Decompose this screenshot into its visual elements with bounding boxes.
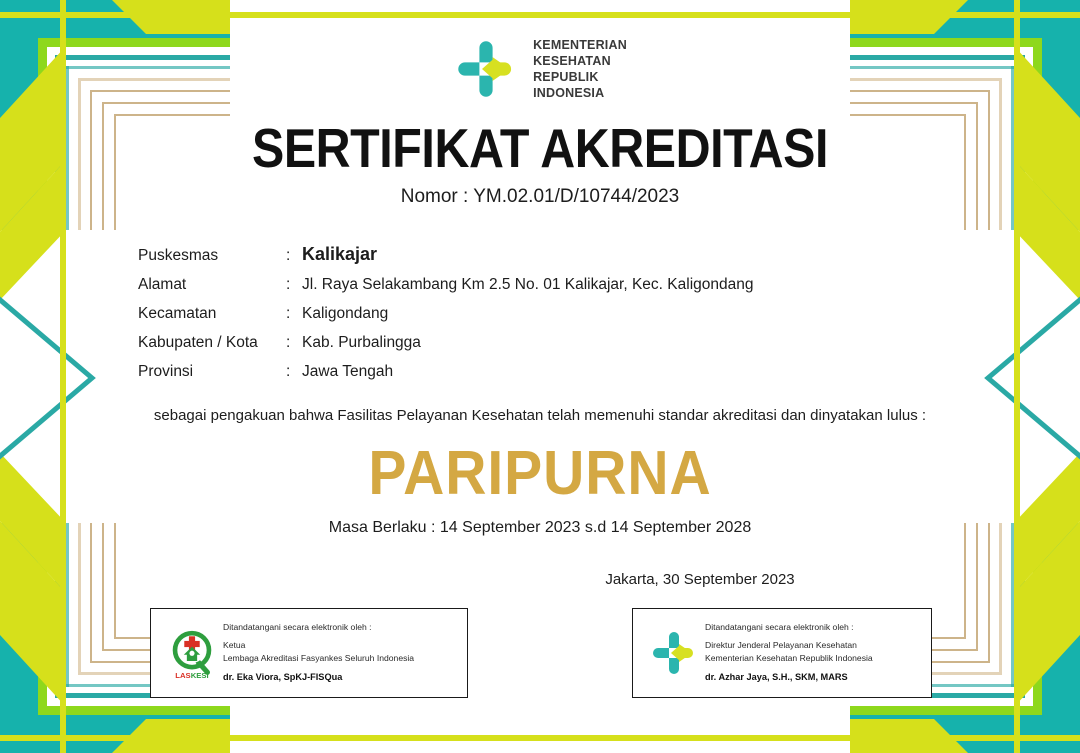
corner-gold-line-v2: [90, 90, 92, 230]
corner-gold-line-v3: [102, 102, 104, 230]
corner-teal-line-v: [1020, 523, 1025, 698]
corner-gold-line-v3: [976, 523, 978, 651]
corner-teal-line-v2: [1011, 523, 1014, 687]
detail-row-kecamatan: [138, 305, 970, 323]
chevron-left-icon: [0, 293, 92, 463]
signature-role-line-1: Ketua: [223, 639, 246, 650]
detail-value-kabupaten: Kab. Purbalingga: [302, 334, 421, 351]
detail-colon: :: [286, 334, 291, 351]
corner-gold-line-v1: [78, 523, 81, 675]
detail-label: Kabupaten / Kota: [138, 334, 258, 351]
corner-gold-line-v3: [102, 523, 104, 651]
signature-text-right: [705, 621, 921, 685]
signature-name-left: dr. Eka Viora, SpKJ-FISQua: [223, 672, 343, 683]
ministry-line-4: INDONESIA: [533, 86, 605, 100]
corner-teal-line-v2: [66, 66, 69, 230]
signature-name-right: dr. Azhar Jaya, S.H., SKM, MARS: [705, 672, 848, 683]
corner-gold-line-v2: [988, 523, 990, 663]
detail-label: Puskesmas: [138, 247, 219, 264]
chevron-right-icon: [988, 293, 1080, 463]
corner-green-line-v: [1033, 523, 1042, 715]
corner-teal-line-v2: [1011, 66, 1014, 230]
corner-teal-line-v: [55, 55, 60, 230]
detail-label: Alamat: [138, 276, 187, 293]
laskesi-logo: [161, 626, 223, 680]
ministry-line-3: REPUBLIK: [533, 70, 599, 84]
corner-gold-line-v1: [999, 78, 1002, 230]
detail-label: Kecamatan: [138, 305, 217, 322]
validity-period: Masa Berlaku : 14 September 2023 s.d 14 September 2028: [328, 519, 752, 536]
ministry-header: [110, 36, 970, 102]
detail-value-kecamatan: Kaligondang: [302, 305, 389, 322]
corner-green-line-v: [38, 38, 47, 230]
corner-gold-line-v1: [999, 523, 1002, 675]
detail-value-puskesmas: Kalikajar: [302, 244, 378, 264]
signature-role-line-2: Lembaga Akreditasi Fasyankes Seluruh Indonesia: [223, 652, 415, 663]
corner-green-line-v: [38, 523, 47, 715]
signature-box-right: [632, 608, 932, 698]
kemenkes-logo: [453, 36, 519, 102]
corner-teal-line-v: [1020, 55, 1025, 230]
detail-row-puskesmas: [138, 244, 970, 265]
detail-colon: :: [286, 363, 291, 380]
svg-text:LASKESI: LASKESI: [175, 670, 209, 680]
corner-gold-line-v1: [78, 78, 81, 230]
corner-gold-line-v2: [988, 90, 990, 230]
detail-colon: :: [286, 247, 291, 264]
detail-row-kabupaten: [138, 334, 970, 352]
detail-row-provinsi: [138, 363, 970, 381]
detail-value-provinsi: Jawa Tengah: [302, 363, 394, 380]
certificate-number: Nomor : YM.02.01/D/10744/2023: [400, 186, 680, 207]
accreditation-grade: PARIPURNA: [368, 439, 712, 508]
laskesi-logo-icon: [166, 626, 218, 680]
corner-teal-line-v2: [66, 523, 69, 687]
corner-gold-line-v2: [90, 523, 92, 663]
detail-row-alamat: [138, 276, 970, 294]
signature-lead: Ditandatangani secara elektronik oleh :: [223, 621, 372, 632]
signature-role-line-2: Kementerian Kesehatan Republik Indonesia: [705, 652, 873, 663]
kemenkes-logo-small: [643, 628, 705, 678]
corner-teal-line-v: [55, 523, 60, 698]
ministry-name: [533, 37, 627, 101]
certificate-content: [110, 18, 970, 735]
detail-label: Provinsi: [138, 363, 194, 380]
facility-details: [138, 244, 970, 381]
signature-row: [110, 608, 970, 698]
signature-box-left: [150, 608, 468, 698]
accreditation-statement: sebagai pengakuan bahwa Fasilitas Pelayanan Kesehatan telah memenuhi standar akreditasi dan dinyatakan lulus :: [153, 407, 927, 424]
detail-colon: :: [286, 305, 291, 322]
kemenkes-logo-icon: [649, 628, 699, 678]
signature-lead: Ditandatangani secara elektronik oleh :: [705, 621, 854, 632]
signature-text-left: [223, 621, 457, 685]
detail-value-alamat: Jl. Raya Selakambang Km 2.5 No. 01 Kalikajar, Kec. Kaligondang: [302, 276, 754, 293]
corner-gold-line-v3: [976, 102, 978, 230]
certificate-title: SERTIFIKAT AKREDITASI: [251, 117, 829, 179]
detail-colon: :: [286, 276, 291, 293]
place-and-date: Jakarta, 30 September 2023: [605, 571, 795, 588]
corner-green-line-v: [1033, 38, 1042, 230]
ministry-line-2: KESEHATAN: [533, 54, 611, 68]
signature-role-line-1: Direktur Jenderal Pelayanan Kesehatan: [705, 639, 857, 650]
ministry-line-1: KEMENTERIAN: [533, 38, 627, 52]
